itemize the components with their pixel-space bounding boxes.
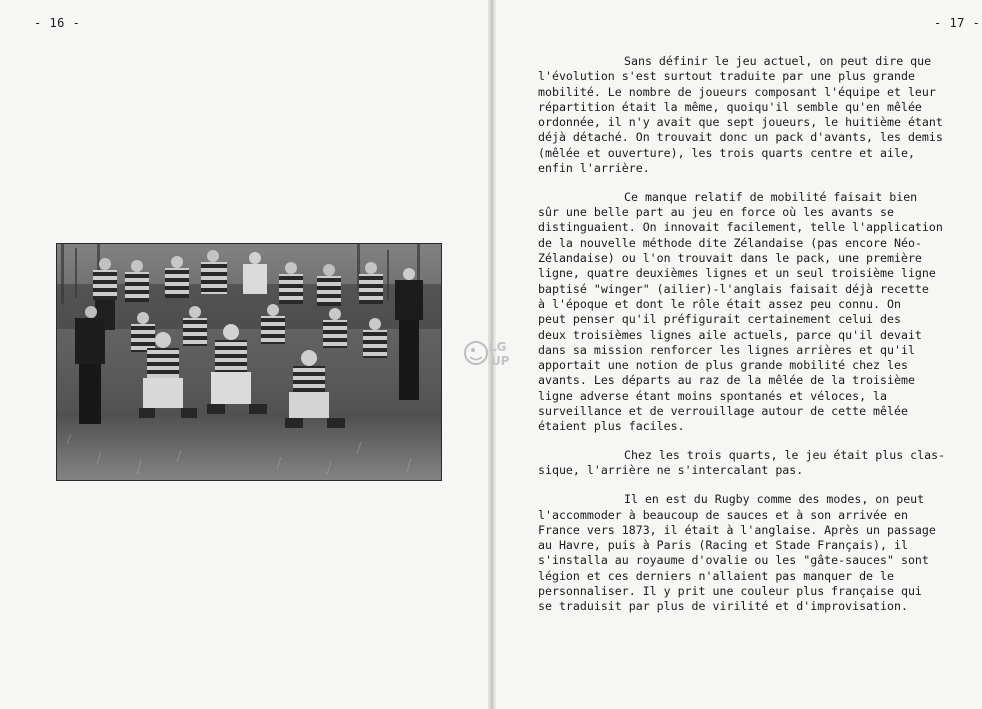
text-line: personnaliser. Il y prit une couleur plus française qui: [538, 584, 922, 598]
paragraph-2: [496, 190, 966, 435]
team-photograph: [56, 243, 442, 481]
paragraph-1: [496, 54, 966, 176]
text-line: (mêlée et ouverture), les trois quarts centre et aile,: [538, 145, 915, 160]
text-line: déjà détaché. On trouvait donc un pack d'avants, les demis: [538, 130, 943, 145]
svg-text:LG: LG: [489, 340, 507, 354]
page-number-right: - 17 -: [934, 16, 981, 30]
paragraph-4: [496, 492, 966, 614]
paragraph-3: [496, 448, 966, 479]
text-line: Il en est du Rugby comme des modes, on peut: [624, 492, 925, 507]
text-line: l'accommoder à beaucoup de sauces et à son arrivée en: [538, 507, 908, 522]
text-line: sûr une belle part au jeu en force où les avants se: [538, 205, 894, 220]
text-line: à l'époque et dont le rôle était assez peu connu. On: [538, 296, 901, 311]
text-line: étaient plus faciles.: [538, 419, 685, 434]
left-page: [0, 0, 488, 709]
text-line: ligne adverse étant moins spontanés et véloces, la: [538, 388, 888, 403]
text-line: avants. Les départs au raz de la mêlée de la troisième: [538, 373, 915, 388]
text-line: Sans définir le jeu actuel, on peut dire que: [624, 54, 932, 68]
watermark-stamp: [462, 335, 520, 371]
text-line: au Havre, puis à Paris (Racing et Stade Français), il: [538, 538, 908, 553]
text-line: ligne, quatre deuxièmes lignes et un seul troisième ligne: [538, 266, 936, 281]
page-number-left: - 16 -: [34, 16, 81, 30]
body-text: [496, 54, 966, 628]
text-line: répartition était la même, quoiqu'il semble qu'en mêlée: [538, 99, 922, 114]
right-page: [496, 0, 982, 709]
text-line: dans sa mission renforcer les lignes arrières et qu'il: [538, 342, 915, 357]
text-line: Ce manque relatif de mobilité faisait bien: [624, 189, 918, 204]
text-line: s'installa au royaume d'ovalie ou les "gâte-sauces" sont: [538, 553, 929, 568]
text-line: mobilité. Le nombre de joueurs composant l'équipe et leur: [538, 84, 936, 99]
text-line: l'évolution s'est surtout traduite par une plus grande: [538, 69, 915, 84]
text-line: peut penser qu'il préfigurait certainement celui des: [538, 312, 901, 327]
svg-text:UP: UP: [491, 354, 510, 368]
text-line: apportait une notion de plus grande mobilité chez les: [538, 358, 908, 373]
text-line: surveillance et de verrouillage autour de cette mêlée: [538, 404, 908, 419]
text-line: baptisé "winger" (ailier)-l'anglais faisait déjà recette: [538, 281, 929, 296]
text-line: distinguaient. On innovait facilement, telle l'application: [538, 220, 943, 235]
text-line: enfin l'arrière.: [538, 161, 650, 176]
text-line: ordonnée, il n'y avait que sept joueurs, le huitième étant: [538, 115, 943, 130]
text-line: sique, l'arrière ne s'intercalant pas.: [538, 463, 804, 478]
text-line: de la nouvelle méthode dite Zélandaise (pas encore Néo-: [538, 235, 922, 250]
text-line: France vers 1873, il était à l'anglaise. Après un passage: [538, 522, 936, 537]
text-line: Zélandaise) ou l'on trouvait dans le pack, une première: [538, 251, 922, 266]
text-line: Chez les trois quarts, le jeu était plus clas-: [624, 448, 946, 463]
text-line: se traduisit par plus de virilité et d'improvisation.: [538, 599, 908, 614]
text-line: deux troisièmes lignes aile actuels, parce qu'il devait: [538, 327, 922, 342]
text-line: légion et ces derniers n'allaient pas manquer de le: [538, 568, 894, 583]
